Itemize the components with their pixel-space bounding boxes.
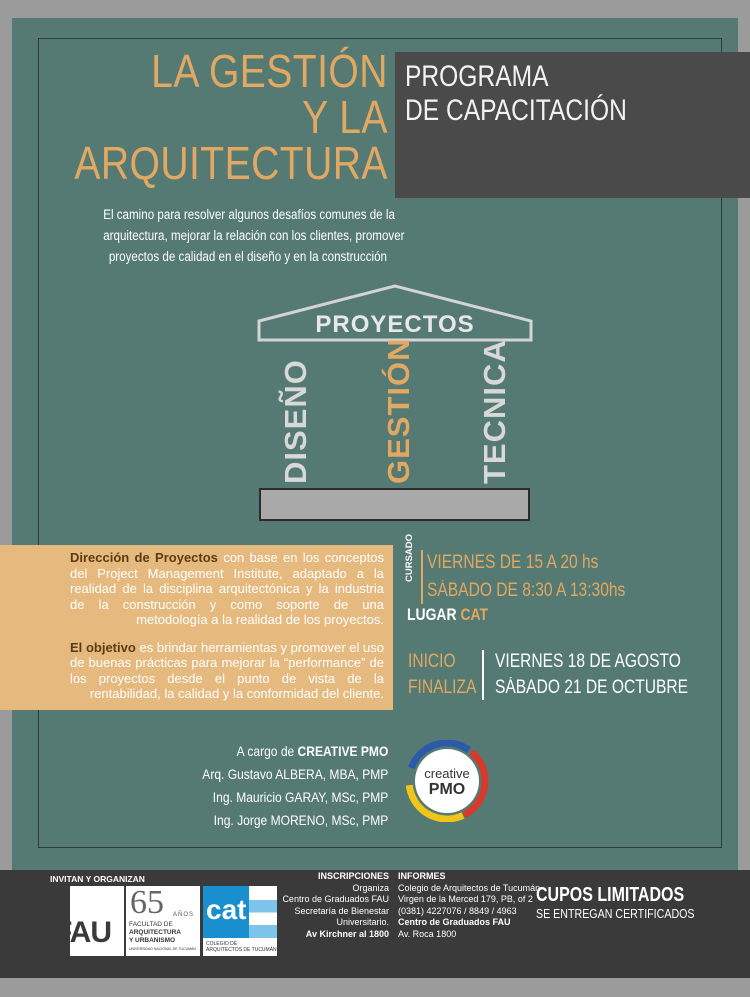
organizers-label: INVITAN Y ORGANIZAN	[50, 874, 145, 884]
pillar-gestion: GESTIÓN	[381, 337, 416, 484]
desc-p2-text: es brindar herramientas y promover el uso de buenas prácticas para mejorar la “performance” de los proyectos desde el punto de vista de la rentabilidad, la calidad y la conformidad del cliente.	[70, 639, 384, 701]
subtitle	[103, 204, 405, 267]
informes-line-5: Av. Roca 1800	[398, 928, 457, 939]
staff-person-1: Arq. Gustavo ALBERA, MBA, PMP	[201, 766, 388, 782]
subtitle-line-3: proyectos de calidad en el diseño y en la construcción	[108, 249, 387, 264]
inscripciones-title: INSCRIPCIONES	[317, 871, 389, 881]
cupos-limitados: CUPOS LIMITADOS	[536, 884, 685, 906]
informes-title: INFORMES	[398, 871, 446, 881]
fau-65-number: 65	[130, 884, 164, 921]
inscripciones-block	[282, 871, 389, 940]
staff-block	[202, 740, 388, 832]
program-line-1: PROGRAMA	[405, 60, 549, 93]
fau-65-logo	[126, 886, 200, 956]
start-value: VIERNES 18 DE AGOSTO	[495, 651, 681, 672]
inscripciones-line-3: Secretaría de Bienestar	[294, 905, 389, 916]
inscripciones-line-4: Universitario.	[336, 917, 389, 927]
staff-person-3: Ing. Jorge MORENO, MSc, PMP	[213, 812, 388, 828]
pillar-tecnica: TECNICA	[477, 339, 512, 484]
title-line-3: ARQUITECTURA	[74, 137, 388, 189]
place-value: CAT	[460, 605, 489, 624]
cat-logo-sub-1: COLEGIO DE	[206, 941, 238, 947]
temple-base	[259, 488, 530, 521]
end-label: FINALIZA	[408, 677, 477, 698]
start-label: INICIO	[408, 651, 456, 672]
schedule-line-1: VIERNES DE 15 A 20 hs	[427, 552, 599, 573]
schedule-line-2: SÁBADO DE 8:30 A 13:30hs	[427, 580, 626, 601]
creative-pmo-logo	[406, 740, 488, 822]
cat-logo	[203, 886, 277, 956]
schedule-divider	[421, 550, 423, 604]
inscripciones-line-2: Centro de Graduados FAU	[282, 894, 389, 904]
informes-line-1: Colegio de Arquitectos de Tucumán	[398, 882, 541, 893]
desc-p2-bold: El objetivo	[70, 639, 136, 655]
dates-divider	[482, 650, 484, 700]
program-box	[395, 52, 750, 198]
informes-line-2: Virgen de la Merced 179, PB, of 2	[398, 894, 533, 904]
staff-company: CREATIVE PMO	[297, 743, 388, 759]
informes-line-4: Centro de Graduados FAU	[398, 917, 511, 927]
pmo-logo-line-1: creative	[424, 766, 470, 781]
certificados: SE ENTREGAN CERTIFICADOS	[536, 906, 695, 921]
fau-65-anos: AÑOS	[173, 912, 195, 918]
subtitle-line-2: arquitectura, mejorar la relación con los clientes, promover	[103, 228, 405, 243]
informes-line-3: (0381) 4227076 / 8849 / 4963	[398, 905, 517, 916]
fau-logo-text: FAU	[54, 916, 111, 949]
fau-65-line-1: FACULTAD DE	[129, 921, 173, 928]
cat-logo-text: cat	[206, 894, 247, 925]
subtitle-line-1: El camino para resolver algunos desafíos comunes de la	[103, 207, 395, 222]
fau-65-line-4: UNIVERSIDAD NACIONAL DE TUCUMÁN	[129, 947, 196, 951]
cursado-label: CURSADO	[404, 533, 415, 582]
place-label: LUGAR	[407, 605, 457, 624]
pmo-logo-line-2: PMO	[428, 781, 466, 798]
temple-roof	[257, 283, 533, 343]
end-value: SÁBADO 21 DE OCTUBRE	[495, 677, 689, 698]
fau-65-line-2: ARQUITECTURA	[129, 929, 181, 936]
main-title	[74, 45, 388, 189]
cat-logo-sub-2: ARQUITECTOS DE TUCUMÁN	[206, 947, 277, 953]
fau-65-line-3: Y URBANISMO	[129, 937, 176, 944]
title-line-2: Y LA	[302, 91, 388, 143]
pillar-diseno: DISEÑO	[278, 359, 313, 484]
desc-p1-bold: Dirección de Proyectos	[70, 550, 218, 565]
place	[407, 605, 488, 625]
inscripciones-line-1: Organiza	[352, 882, 389, 893]
roof-label: PROYECTOS	[315, 311, 475, 338]
informes-block	[398, 871, 540, 940]
staff-person-2: Ing. Mauricio GARAY, MSc, PMP	[212, 789, 388, 805]
desc-p1-text: con base en los conceptos del Project Management Institute, adaptado a la realidad de la disciplina arquitectónica y la industria de la construcción y como soporte de una metodología a la realidad de los proyectos.	[70, 550, 384, 627]
fau-logo	[48, 886, 124, 956]
description-text	[70, 550, 384, 714]
program-line-2: DE CAPACITACIÓN	[405, 94, 627, 127]
inscripciones-line-5: Av Kirchner al 1800	[305, 928, 389, 939]
title-line-1: LA GESTIÓN	[151, 45, 388, 97]
staff-intro: A cargo de	[236, 743, 298, 759]
